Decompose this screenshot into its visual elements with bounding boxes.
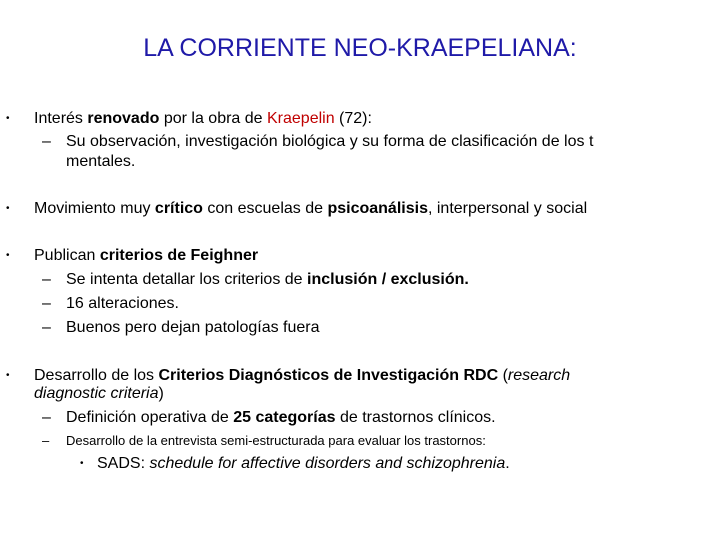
bullet-4-part: ( [498, 367, 508, 384]
bullet-4-sub-2-item [97, 454, 510, 474]
bullet-1-highlight: Kraepelin [267, 110, 335, 127]
bullet-3-emph: criterios de Feighner [99, 247, 259, 264]
bullet-4-line-2 [34, 384, 164, 404]
bullet-4-sub-1-part: de trastornos clínicos. [335, 409, 496, 426]
bullet-4-sub-2: Desarrollo de la entrevista semi-estructurada para evaluar los trastornos: [66, 433, 486, 448]
bullet-4-line-1 [34, 366, 570, 386]
bullet-4-sub-2-item-italic: schedule for affective disorders and schizophrenia [149, 455, 506, 472]
dash-marker: – [42, 271, 51, 288]
bullet-1-part: Interés [34, 110, 88, 127]
bullet-4-italic: research [507, 367, 571, 384]
bullet-3-sub-1-part: Se intenta detallar los criterios de [66, 271, 308, 288]
dash-marker: – [42, 433, 50, 448]
bullet-1-emph: renovado [87, 110, 160, 127]
bullet-marker: • [6, 370, 10, 381]
bullet-2-emph: crítico [154, 200, 203, 217]
bullet-4-part: ) [158, 385, 164, 402]
bullet-4-emph: Criterios Diagnósticos de Investigación RDC [158, 367, 499, 384]
bullet-2-part: , interpersonal y social [427, 200, 588, 217]
bullet-4-sub-1-emph: 25 categorías [233, 409, 336, 426]
bullet-marker: • [80, 458, 84, 469]
bullet-1-part: (72): [334, 110, 372, 127]
bullet-2-part: Movimiento muy [34, 200, 155, 217]
dash-marker: – [42, 319, 51, 336]
bullet-4-sub-2-item-part: . [505, 455, 510, 472]
bullet-1-sub-1-line-1: Su observación, investigación biológica y su forma de clasificación de los t [66, 133, 594, 150]
bullet-2-emph: psicoanálisis [327, 200, 428, 217]
bullet-4-sub-1 [66, 408, 496, 428]
bullet-3-sub-1-emph: inclusión / exclusión. [307, 271, 469, 288]
dash-marker: – [42, 295, 51, 312]
bullet-3-text [34, 246, 258, 266]
bullet-4-italic: diagnostic criteria [34, 385, 159, 402]
bullet-marker: • [6, 113, 10, 124]
bullet-3-sub-1 [66, 270, 469, 290]
dash-marker: – [42, 133, 51, 150]
slide-title: LA CORRIENTE NEO-KRAEPELIANA: [143, 34, 577, 62]
bullet-3-sub-3: Buenos pero dejan patologías fuera [66, 319, 320, 336]
dash-marker: – [42, 409, 51, 426]
bullet-1-sub-1-line-2: mentales. [66, 153, 136, 170]
bullet-2-part: con escuelas de [202, 200, 328, 217]
bullet-4-sub-1-part: Definición operativa de [66, 409, 234, 426]
bullet-1-text [34, 109, 372, 129]
bullet-marker: • [6, 250, 10, 261]
bullet-1-part: por la obra de [159, 110, 267, 127]
bullet-marker: • [6, 203, 10, 214]
bullet-4-part: Desarrollo de los [34, 367, 159, 384]
bullet-4-sub-2-item-part: SADS: [97, 455, 150, 472]
bullet-3-part: Publican [34, 247, 100, 264]
bullet-2-text [34, 199, 587, 219]
bullet-3-sub-2: 16 alteraciones. [66, 295, 179, 312]
